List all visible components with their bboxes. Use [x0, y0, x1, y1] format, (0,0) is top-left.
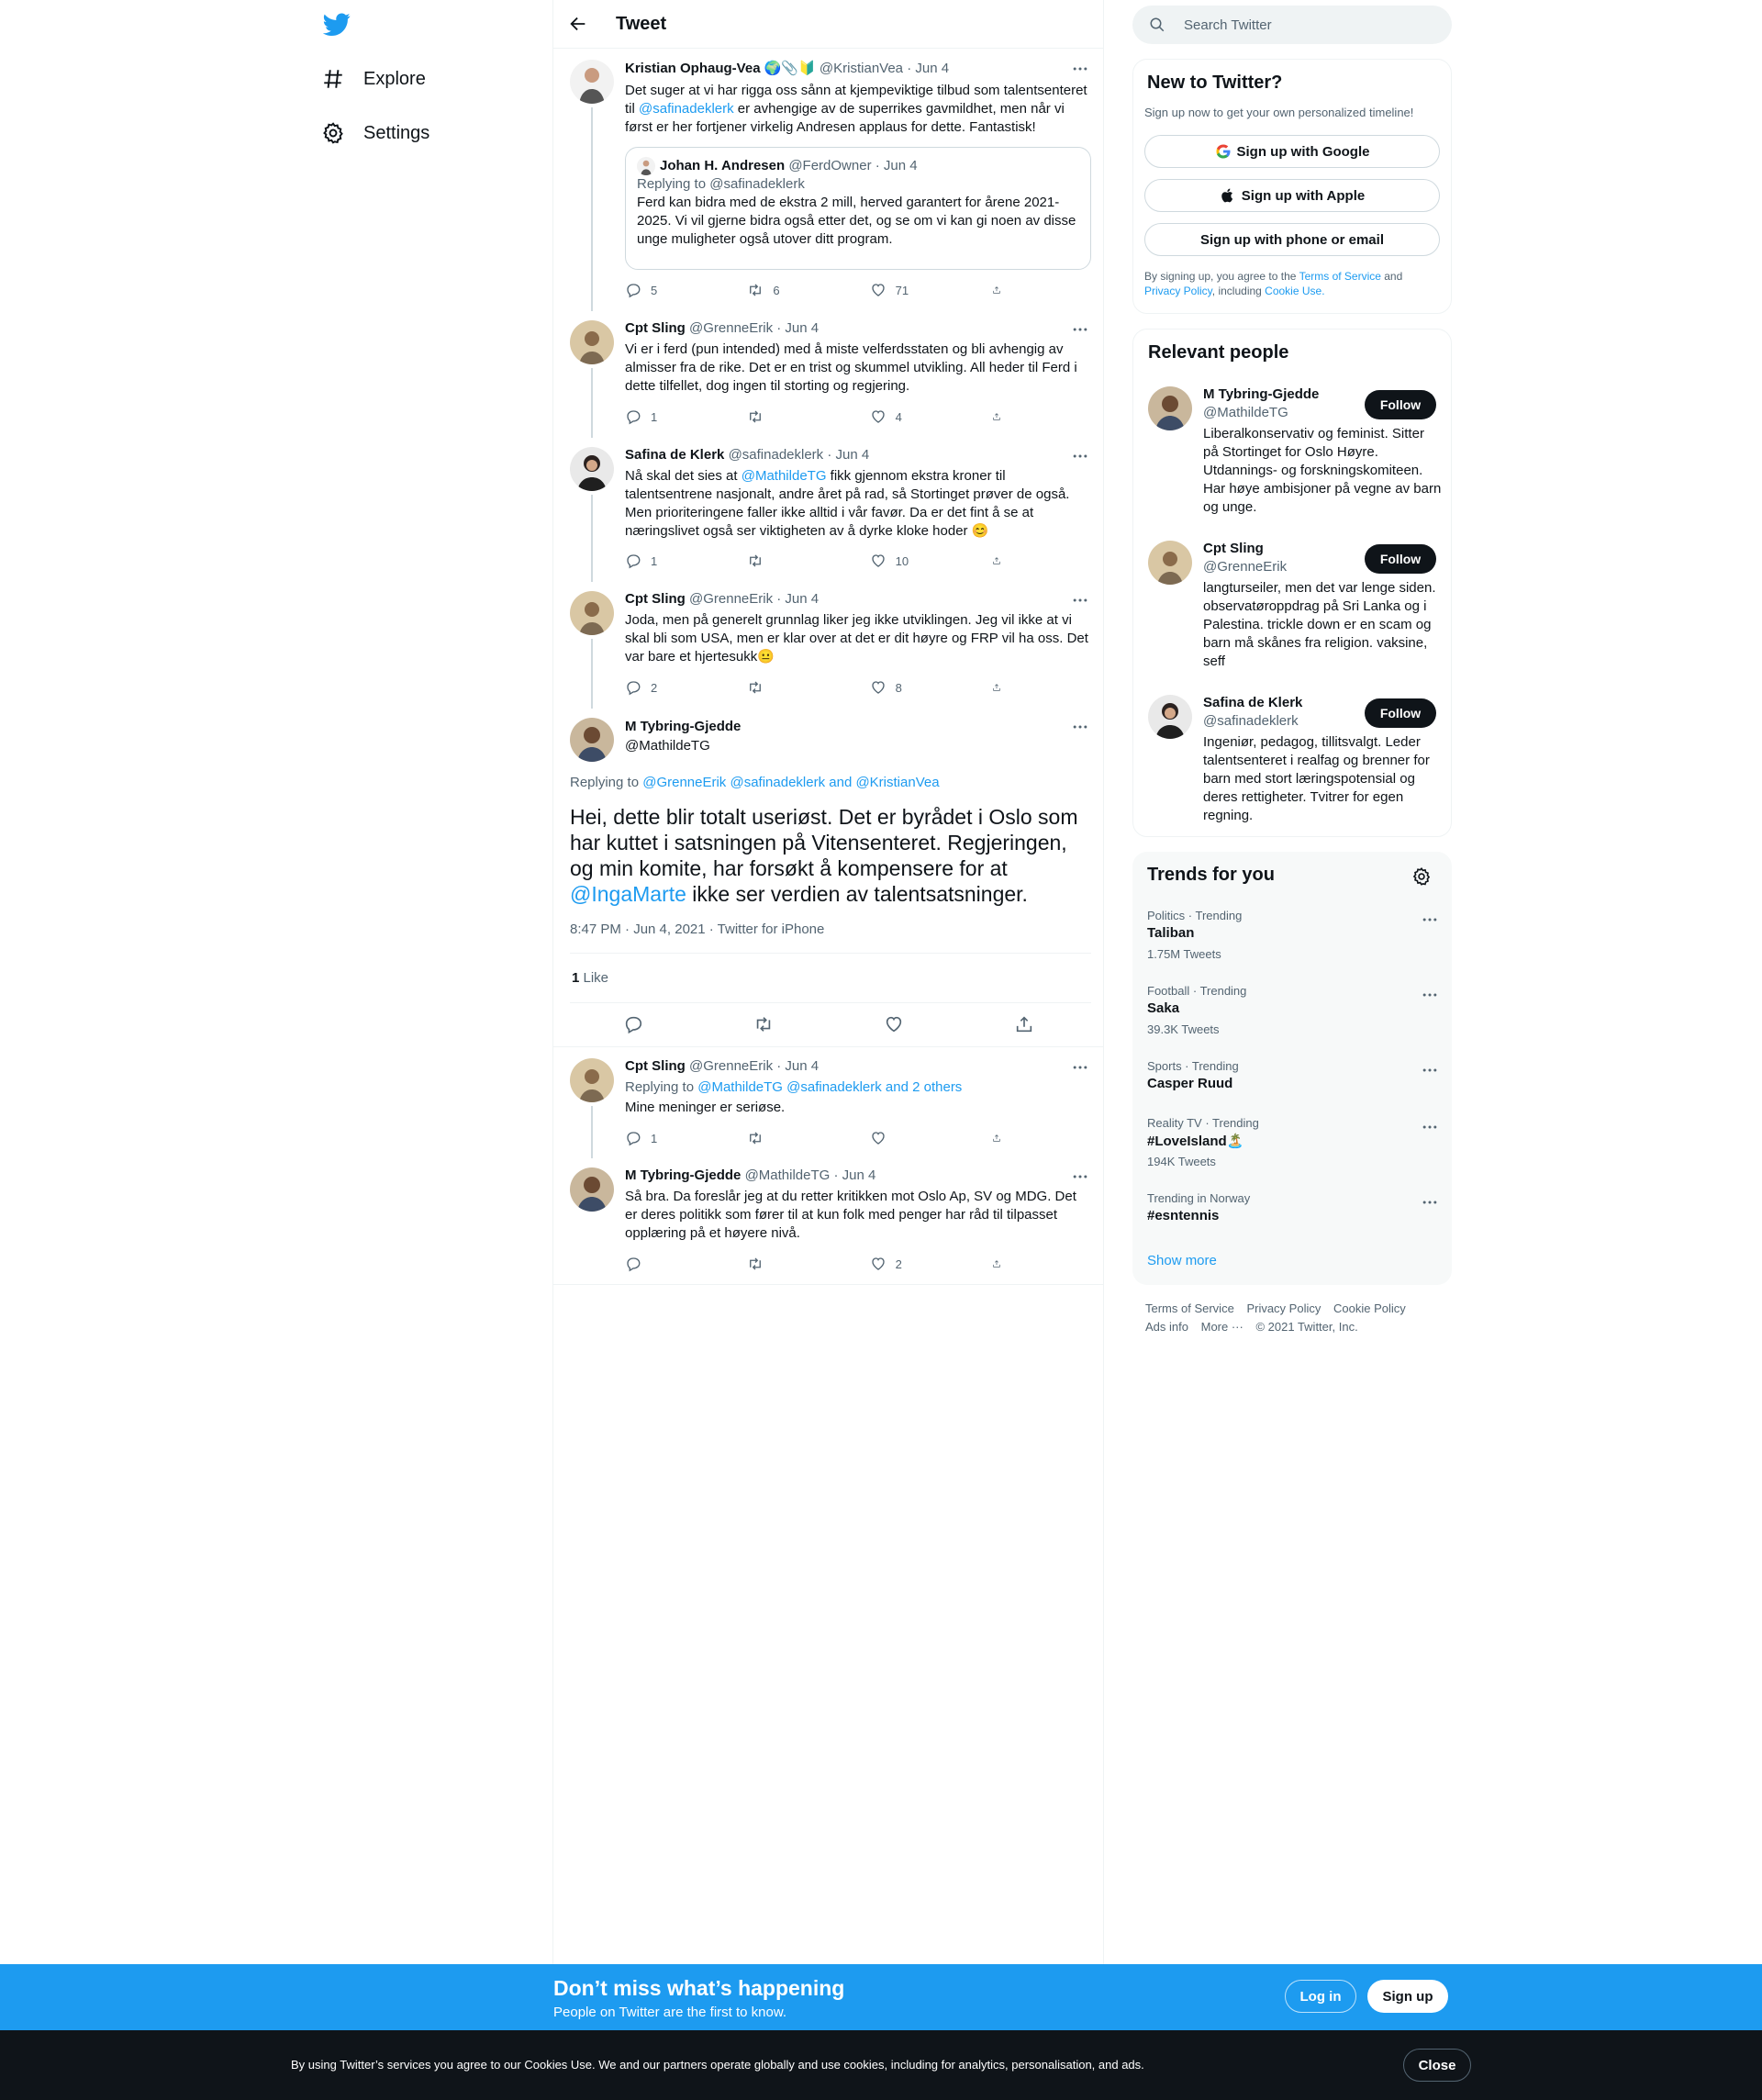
relevant-people-card	[1132, 329, 1452, 837]
retweet-button[interactable]	[747, 1129, 839, 1147]
quote-avatar	[637, 157, 655, 175]
avatar[interactable]	[1148, 541, 1192, 585]
author-name[interactable]: Kristian Ophaug-Vea	[625, 61, 761, 76]
mention-link[interactable]: @MathildeTG	[741, 468, 827, 484]
share-button[interactable]	[992, 281, 1010, 299]
heart-icon	[870, 679, 887, 696]
reply-icon	[625, 282, 641, 298]
tweet-timestamp[interactable]: 8:47 PM · Jun 4, 2021 · Twitter for iPhone	[570, 922, 825, 937]
author-name[interactable]: Cpt Sling	[625, 320, 686, 336]
login-button[interactable]: Log in	[1285, 1980, 1356, 2013]
footer-copyright: © 2021 Twitter, Inc.	[1255, 1320, 1358, 1334]
trend-category: Football · Trending	[1147, 984, 1247, 998]
retweet-button[interactable]	[747, 1255, 839, 1273]
mention-link[interactable]: @safinadeklerk	[639, 101, 734, 117]
signup-button[interactable]: Sign up	[1367, 1980, 1448, 2013]
mention-link[interactable]: @IngaMarte	[570, 882, 686, 906]
like-button[interactable]: 71	[870, 281, 962, 299]
share-icon	[992, 679, 1001, 696]
trend-name: Casper Ruud	[1147, 1076, 1233, 1091]
author-name[interactable]: Safina de Klerk	[625, 447, 725, 463]
tweet-actions	[625, 678, 1010, 697]
trend-category: Trending in Norway	[1147, 1191, 1251, 1205]
cookie-use-link[interactable]: Cookie Use.	[1265, 285, 1325, 297]
more-dots-icon[interactable]	[1071, 718, 1089, 736]
tweet-text: Vi er i ferd (pun intended) med å miste velferdsstaten og bli avhengig av almisser fra de rike. Det er en trist og skummel utvikling. All heder til Ferd i dette tilfellet, dog ingen til storting og regjering.	[625, 341, 1077, 394]
card-title: Trends for you	[1147, 865, 1275, 885]
person-handle[interactable]: @MathildeTG	[1203, 405, 1288, 420]
avatar[interactable]	[570, 591, 614, 635]
trend-item[interactable]	[1132, 1116, 1452, 1190]
avatar[interactable]	[570, 1167, 614, 1212]
thread-line	[591, 639, 593, 709]
retweet-icon[interactable]	[753, 1014, 774, 1034]
tweet-actions	[625, 1255, 1010, 1273]
focal-tweet-text: Hei, dette blir totalt useriøst. Det er byrådet i Oslo som har kuttet i satsningen på Vitensenteret. Regjeringen, og min komite, har forsøkt å kompensere for at @IngaMarte ikke ser verdien av talentsatsninger.	[570, 805, 1078, 906]
trends-card	[1132, 852, 1452, 1285]
heart-icon	[870, 553, 887, 569]
tweet-date[interactable]: · Jun 4	[907, 61, 950, 76]
person-handle[interactable]: @safinadeklerk	[1203, 713, 1299, 729]
signup-legal-text: By signing up, you agree to the Terms of Service and Privacy Policy, including Cookie Use.	[1144, 270, 1403, 297]
trend-name: #esntennis	[1147, 1208, 1220, 1223]
author-name[interactable]: Cpt Sling	[625, 1058, 686, 1074]
nav-settings-label: Settings	[363, 122, 430, 143]
card-title: New to Twitter?	[1147, 73, 1283, 93]
share-button[interactable]	[992, 1129, 1010, 1147]
quote-date: · Jun 4	[875, 158, 918, 173]
share-button[interactable]	[992, 552, 1010, 570]
heart-icon	[870, 408, 887, 425]
replying-to-links[interactable]: @MathildeTG @safinadeklerk and 2 others	[697, 1079, 963, 1095]
share-button[interactable]	[992, 1255, 1010, 1273]
tweet-actions	[625, 281, 1010, 299]
reply-button[interactable]: 5	[625, 281, 717, 299]
share-icon	[992, 1130, 1001, 1146]
author-handle[interactable]: @MathildeTG	[744, 1167, 831, 1183]
retweet-button[interactable]	[747, 678, 839, 697]
apple-icon	[1220, 187, 1236, 204]
page-title: Tweet	[616, 13, 667, 34]
card-subtitle: Sign up now to get your own personalized timeline!	[1144, 106, 1414, 119]
tweet-header	[625, 1167, 1089, 1183]
more-dots-icon[interactable]	[1421, 1118, 1439, 1136]
footer-ads-link[interactable]: Ads info	[1145, 1320, 1188, 1334]
author-handle[interactable]: @GrenneErik	[689, 320, 774, 336]
like-button[interactable]: 8	[870, 678, 962, 697]
like-button[interactable]	[870, 1129, 962, 1147]
quote-text: Ferd kan bidra med de ekstra 2 mill, herved garantert for årene 2021-2025. Vi vil gjerne bidra også etter det, og se om vi kan gi noen av disse unge muligheter også utover ditt program.	[637, 195, 1076, 247]
tweet-header	[625, 60, 1089, 76]
nav-settings[interactable]	[321, 115, 429, 151]
trend-category: Sports · Trending	[1147, 1059, 1239, 1073]
replying-to-links[interactable]: @GrenneErik @safinadeklerk and @KristianVea	[642, 775, 940, 790]
more-dots-icon[interactable]	[1071, 447, 1089, 465]
main-column	[552, 0, 1104, 1964]
tweet-header	[625, 447, 1089, 463]
search-input[interactable]	[1184, 17, 1422, 33]
reply-button[interactable]: 2	[625, 678, 717, 697]
thread-line	[591, 495, 593, 582]
reply-icon	[625, 679, 641, 696]
like-button[interactable]: 4	[870, 408, 962, 426]
tweet[interactable]	[553, 1156, 1104, 1285]
tweet-date[interactable]: · Jun 4	[833, 1167, 876, 1183]
more-dots-icon[interactable]	[1071, 591, 1089, 609]
search-icon	[1149, 17, 1165, 33]
like-count[interactable]: 1 Like	[572, 970, 609, 986]
quote-replying-to: Replying to @safinadeklerk	[637, 176, 805, 192]
tweet-actions	[625, 552, 1010, 570]
heart-icon[interactable]	[884, 1014, 904, 1034]
tweet[interactable]	[553, 1047, 1104, 1156]
privacy-link[interactable]: Privacy Policy	[1144, 285, 1212, 297]
retweet-button[interactable]: 6	[747, 281, 839, 299]
trend-count: 1.75M Tweets	[1147, 947, 1221, 961]
heart-icon	[870, 1130, 887, 1146]
tweet-actions	[625, 408, 1010, 426]
tweet[interactable]	[553, 49, 1104, 309]
share-icon	[992, 408, 1001, 425]
footer-terms-link[interactable]: Terms of Service	[1145, 1301, 1234, 1315]
retweet-button[interactable]	[747, 408, 839, 426]
author-emoji: 🌍📎🔰	[764, 61, 816, 76]
author-handle[interactable]: @safinadeklerk	[728, 447, 824, 463]
main-header	[553, 0, 1103, 49]
follow-button[interactable]: Follow	[1365, 544, 1436, 574]
search-box[interactable]	[1132, 6, 1452, 44]
tweet-date[interactable]: · Jun 4	[776, 591, 820, 607]
quote-author-handle: @FerdOwner	[788, 158, 872, 173]
cookie-consent-bar	[0, 2030, 1762, 2100]
retweet-icon	[747, 1130, 764, 1146]
twitter-logo-icon[interactable]	[323, 13, 351, 37]
retweet-icon	[747, 553, 764, 569]
tweet-text: Mine meninger er seriøse.	[625, 1100, 786, 1115]
person-bio: Ingeniør, pedagog, tillitsvalgt. Leder talentsenteret i realfag og brenner for barn med stort læringspotensial og deres rettigheter. Tvitrer for egen regning.	[1203, 734, 1430, 823]
avatar[interactable]	[570, 447, 614, 491]
prompt-headline: Don’t miss what’s happening	[553, 1976, 845, 2000]
person-bio: langturseiler, men det var lenge siden. observatøroppdrag på Sri Lanka og i Palestina. trickle down er en scam og barn må skånes fra religion. vaksine, seff	[1203, 580, 1436, 669]
terms-link[interactable]: Terms of Service	[1299, 270, 1381, 283]
tweet[interactable]	[553, 580, 1104, 707]
google-icon	[1215, 143, 1232, 160]
close-button[interactable]: Close	[1403, 2049, 1471, 2082]
show-more-link[interactable]: Show more	[1147, 1253, 1217, 1268]
gear-icon	[321, 121, 345, 145]
more-dots-icon[interactable]	[1071, 60, 1089, 78]
trend-category: Reality TV · Trending	[1147, 1116, 1259, 1130]
share-icon	[992, 282, 1001, 298]
replying-to: Replying to @MathildeTG @safinadeklerk and 2 others	[625, 1079, 963, 1095]
card-title: Relevant people	[1148, 342, 1289, 363]
more-dots-icon[interactable]	[1071, 320, 1089, 339]
author-handle[interactable]: @GrenneErik	[689, 591, 774, 607]
retweet-icon	[747, 679, 764, 696]
retweet-button[interactable]	[747, 552, 839, 570]
back-arrow-icon[interactable]	[568, 14, 588, 34]
focal-actions	[568, 1014, 1089, 1034]
tweet-actions	[625, 1129, 1010, 1147]
avatar[interactable]	[1148, 695, 1192, 739]
follow-button[interactable]: Follow	[1365, 390, 1436, 419]
reply-icon	[625, 553, 641, 569]
retweet-icon	[747, 1256, 764, 1272]
more-dots-icon[interactable]	[1421, 910, 1439, 929]
reply-icon[interactable]	[623, 1014, 643, 1034]
reply-button[interactable]	[625, 1255, 717, 1273]
signup-apple-button[interactable]: Sign up with Apple	[1144, 179, 1440, 212]
signup-prompt-bar	[0, 1964, 1762, 2030]
divider	[570, 1002, 1091, 1003]
avatar[interactable]	[570, 1058, 614, 1102]
author-handle[interactable]: @KristianVea	[819, 61, 904, 76]
quote-header	[637, 157, 1079, 175]
thread-line	[591, 1106, 593, 1158]
author-handle[interactable]: @GrenneErik	[689, 1058, 774, 1074]
heart-icon	[870, 1256, 887, 1272]
footer-more-link[interactable]: More ···	[1200, 1320, 1243, 1334]
reply-icon	[625, 1130, 641, 1146]
footer-cookie-link[interactable]: Cookie Policy	[1333, 1301, 1406, 1315]
thread-line	[591, 107, 593, 311]
author-name[interactable]: M Tybring-Gjedde	[625, 1167, 742, 1183]
tweet-text: Det suger at vi har rigga oss sånn at kjempeviktige tilbud som talentsenteret til @safinadeklerk er avhengige av de superrikes gavmildhet, men når vi først er her fortjener virkelig Andresen applaus for dette. Fantastisk!	[625, 83, 1087, 135]
focal-tweet	[553, 707, 1104, 1047]
more-dots-icon[interactable]	[1421, 986, 1439, 1004]
tweet-header	[625, 591, 1089, 607]
avatar[interactable]	[570, 718, 614, 762]
share-icon	[992, 553, 1001, 569]
signup-phone-email-button[interactable]: Sign up with phone or email	[1144, 223, 1440, 256]
tweet-text: Joda, men på generelt grunnlag liker jeg ikke utviklingen. Jeg vil ikke at vi skal bli som USA, men er klar over at det er dit høyre og FRP vil ha oss. Det var bare et hjertesukk😐	[625, 612, 1088, 665]
tweet-header	[625, 1058, 1089, 1074]
reply-icon	[625, 1256, 641, 1272]
reply-button[interactable]: 1	[625, 408, 717, 426]
quote-author-name: Johan H. Andresen	[660, 158, 786, 173]
trend-count: 39.3K Tweets	[1147, 1022, 1220, 1036]
person-name[interactable]: Safina de Klerk	[1203, 695, 1303, 710]
person-name[interactable]: M Tybring-Gjedde	[1203, 386, 1320, 402]
nav-explore[interactable]	[321, 61, 426, 97]
new-to-twitter-card	[1132, 59, 1452, 314]
avatar[interactable]	[570, 60, 614, 104]
trend-item[interactable]	[1132, 909, 1452, 982]
tweet-header	[625, 320, 1089, 336]
hashtag-icon	[321, 67, 345, 91]
reply-icon	[625, 408, 641, 425]
prompt-subtext: People on Twitter are the first to know.	[553, 2005, 787, 2020]
footer-links	[1145, 1300, 1439, 1336]
reply-button[interactable]: 1	[625, 552, 717, 570]
more-dots-icon[interactable]	[1421, 1193, 1439, 1212]
follow-button[interactable]: Follow	[1365, 698, 1436, 728]
trend-item[interactable]	[1132, 984, 1452, 1057]
focal-author-handle[interactable]: @MathildeTG	[625, 738, 710, 754]
trend-name: Taliban	[1147, 925, 1195, 941]
more-dots-icon[interactable]	[1421, 1061, 1439, 1079]
trend-item[interactable]	[1132, 1191, 1452, 1246]
replying-to: Replying to @GrenneErik @safinadeklerk and @KristianVea	[570, 775, 940, 790]
retweet-icon	[747, 282, 764, 298]
person-handle[interactable]: @GrenneErik	[1203, 559, 1288, 575]
signup-google-button[interactable]: Sign up with Google	[1144, 135, 1440, 168]
like-button[interactable]: 10	[870, 552, 962, 570]
trend-name: Saka	[1147, 1000, 1180, 1016]
more-dots-icon[interactable]	[1071, 1058, 1089, 1077]
trend-count: 194K Tweets	[1147, 1155, 1216, 1168]
thread-line	[591, 368, 593, 438]
divider	[570, 953, 1091, 954]
share-icon	[992, 1256, 1001, 1272]
trend-item[interactable]	[1132, 1059, 1452, 1114]
tweet[interactable]	[553, 436, 1104, 580]
tweet-text: Nå skal det sies at @MathildeTG fikk gjennom ekstra kroner til talentsentrene nasjonalt, andre året på rad, så Stortinget prøver de også. Men prioriteringene faller ikke alltid i vår favør. Da er det fint å se at næringslivet også ser viktigheten av å dyrke kloke hoder 😊	[625, 468, 1070, 539]
avatar[interactable]	[1148, 386, 1192, 430]
author-name[interactable]: Cpt Sling	[625, 591, 686, 607]
tweet-date[interactable]: · Jun 4	[776, 1058, 820, 1074]
footer-privacy-link[interactable]: Privacy Policy	[1246, 1301, 1322, 1315]
trend-name: #LoveIsland🏝️	[1147, 1134, 1244, 1149]
tweet[interactable]	[553, 309, 1104, 436]
retweet-icon	[747, 408, 764, 425]
focal-author-name[interactable]: M Tybring-Gjedde	[625, 719, 742, 734]
tweet-text: Så bra. Da foreslår jeg at du retter kritikken mot Oslo Ap, SV og MDG. Det er deres politikk som fører til at kun folk med penger har råd til tilpasset opplæring på et høyere nivå.	[625, 1189, 1076, 1241]
share-icon[interactable]	[1014, 1014, 1034, 1034]
gear-icon[interactable]	[1411, 866, 1432, 887]
avatar[interactable]	[570, 320, 614, 364]
tweet-date[interactable]: · Jun 4	[827, 447, 870, 463]
cookie-text: By using Twitter’s services you agree to our Cookies Use. We and our partners operate globally and use cookies, including for analytics, personalisation, and ads.	[291, 2058, 1144, 2072]
trend-category: Politics · Trending	[1147, 909, 1243, 922]
heart-icon	[870, 282, 887, 298]
share-button[interactable]	[992, 678, 1010, 697]
quoted-tweet[interactable]	[625, 147, 1091, 270]
like-button[interactable]: 2	[870, 1255, 962, 1273]
tweet-date[interactable]: · Jun 4	[776, 320, 820, 336]
more-dots-icon[interactable]	[1071, 1167, 1089, 1186]
person-bio: Liberalkonservativ og feminist. Sitter på Stortinget for Oslo Høyre. Utdannings- og forskningskomiteen. Har høye ambisjoner på vegne av barn og unge.	[1203, 426, 1442, 515]
person-name[interactable]: Cpt Sling	[1203, 541, 1264, 556]
nav-explore-label: Explore	[363, 68, 426, 89]
reply-button[interactable]: 1	[625, 1129, 717, 1147]
share-button[interactable]	[992, 408, 1010, 426]
